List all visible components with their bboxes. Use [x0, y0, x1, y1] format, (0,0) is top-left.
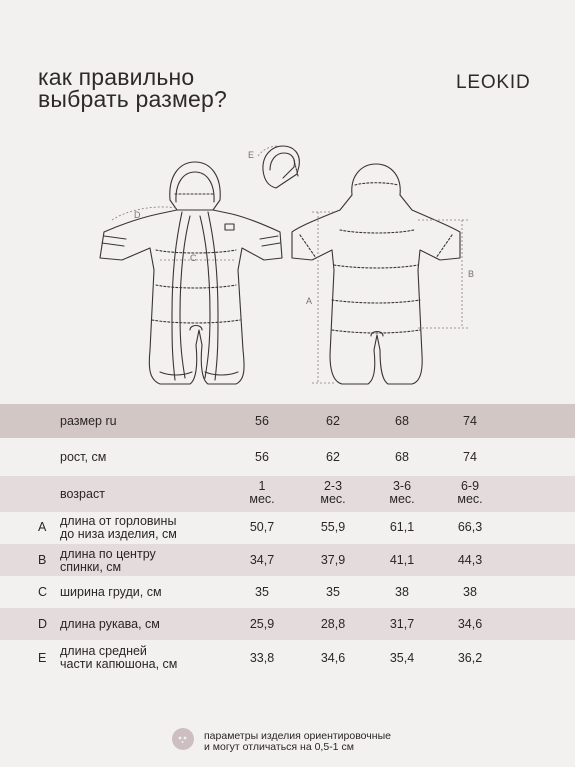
- cell-value: 34,6: [457, 617, 483, 631]
- table-row: [0, 512, 575, 544]
- row-label: длина от горловины: [60, 514, 177, 528]
- row-label: длина средней: [60, 644, 147, 658]
- cell-value: 44,3: [457, 553, 483, 567]
- label-a: A: [306, 296, 313, 306]
- cell-value: 33,8: [249, 651, 275, 665]
- label-e: E: [248, 150, 255, 160]
- label-b: B: [468, 269, 475, 279]
- cell-value: 56: [255, 414, 269, 428]
- cell-value: 31,7: [389, 617, 415, 631]
- row-label: длина по центру: [60, 547, 156, 561]
- cell-value: 41,1: [389, 553, 415, 567]
- cell-value-unit: мес.: [249, 492, 275, 506]
- cell-value: 68: [395, 414, 409, 428]
- row-letter: E: [38, 651, 47, 665]
- cell-value: 74: [463, 450, 477, 464]
- row-label: длина рукава, см: [60, 617, 160, 631]
- cell-value: 25,9: [249, 617, 275, 631]
- brand-logo: LEOKID: [456, 72, 531, 93]
- cell-value: 34,6: [320, 651, 346, 665]
- row-label: рост, см: [60, 450, 107, 464]
- row-label: размер ru: [60, 414, 117, 428]
- table-row: [0, 608, 575, 640]
- row-label-2: до низа изделия, см: [60, 527, 177, 541]
- cell-value-unit: мес.: [457, 492, 483, 506]
- hood-detail: [263, 146, 299, 188]
- cell-value: 66,3: [457, 520, 483, 534]
- cell-value: 50,7: [249, 520, 275, 534]
- page-title: [38, 66, 227, 110]
- row-label-2: части капюшона, см: [60, 657, 178, 671]
- cell-value: 28,8: [320, 617, 346, 631]
- jumpsuit-illustration: [0, 140, 575, 400]
- label-c: C: [190, 253, 197, 263]
- row-label: ширина груди, см: [60, 585, 162, 599]
- cell-value: 34,7: [249, 553, 275, 567]
- cell-value: 62: [326, 414, 340, 428]
- cell-value: 38: [463, 585, 477, 599]
- table-row: [0, 476, 575, 512]
- title-line-2: выбрать размер?: [38, 86, 227, 112]
- back-view: [292, 164, 460, 384]
- table-row: [0, 544, 575, 576]
- cell-value: 3-6: [392, 479, 412, 493]
- row-letter: B: [38, 553, 47, 567]
- cell-value: 61,1: [389, 520, 415, 534]
- note-text: [204, 731, 391, 753]
- size-table: [0, 404, 575, 678]
- cell-value: 55,9: [320, 520, 346, 534]
- title-line-1: как правильно: [38, 64, 195, 90]
- cell-value: 35,4: [389, 651, 415, 665]
- row-letter: D: [38, 617, 48, 631]
- cell-value: 35: [326, 585, 340, 599]
- table-row: [0, 640, 575, 678]
- cell-value: 74: [463, 414, 477, 428]
- table-row: [0, 404, 575, 438]
- row-letter: C: [38, 585, 48, 599]
- cell-value: 62: [326, 450, 340, 464]
- cell-value: 1: [258, 479, 266, 493]
- cell-value: 68: [395, 450, 409, 464]
- table-row: [0, 576, 575, 608]
- row-letter: A: [38, 520, 47, 534]
- front-view: [100, 162, 282, 384]
- note-line-1: параметры изделия ориентировочные: [204, 730, 391, 742]
- cell-value: 6-9: [460, 479, 480, 493]
- cell-value: 35: [255, 585, 269, 599]
- cell-value: 38: [395, 585, 409, 599]
- table-row: [0, 438, 575, 476]
- cell-value: 56: [255, 450, 269, 464]
- face-icon: [172, 728, 194, 750]
- label-d: D: [134, 210, 141, 220]
- cell-value: 36,2: [457, 651, 483, 665]
- row-label: возраст: [60, 487, 105, 501]
- cell-value: 2-3: [323, 479, 343, 493]
- row-label-2: спинки, см: [60, 560, 122, 574]
- cell-value-unit: мес.: [320, 492, 346, 506]
- cell-value: 37,9: [320, 553, 346, 567]
- note-line-2: и могут отличаться на 0,5-1 см: [204, 741, 354, 753]
- cell-value-unit: мес.: [389, 492, 415, 506]
